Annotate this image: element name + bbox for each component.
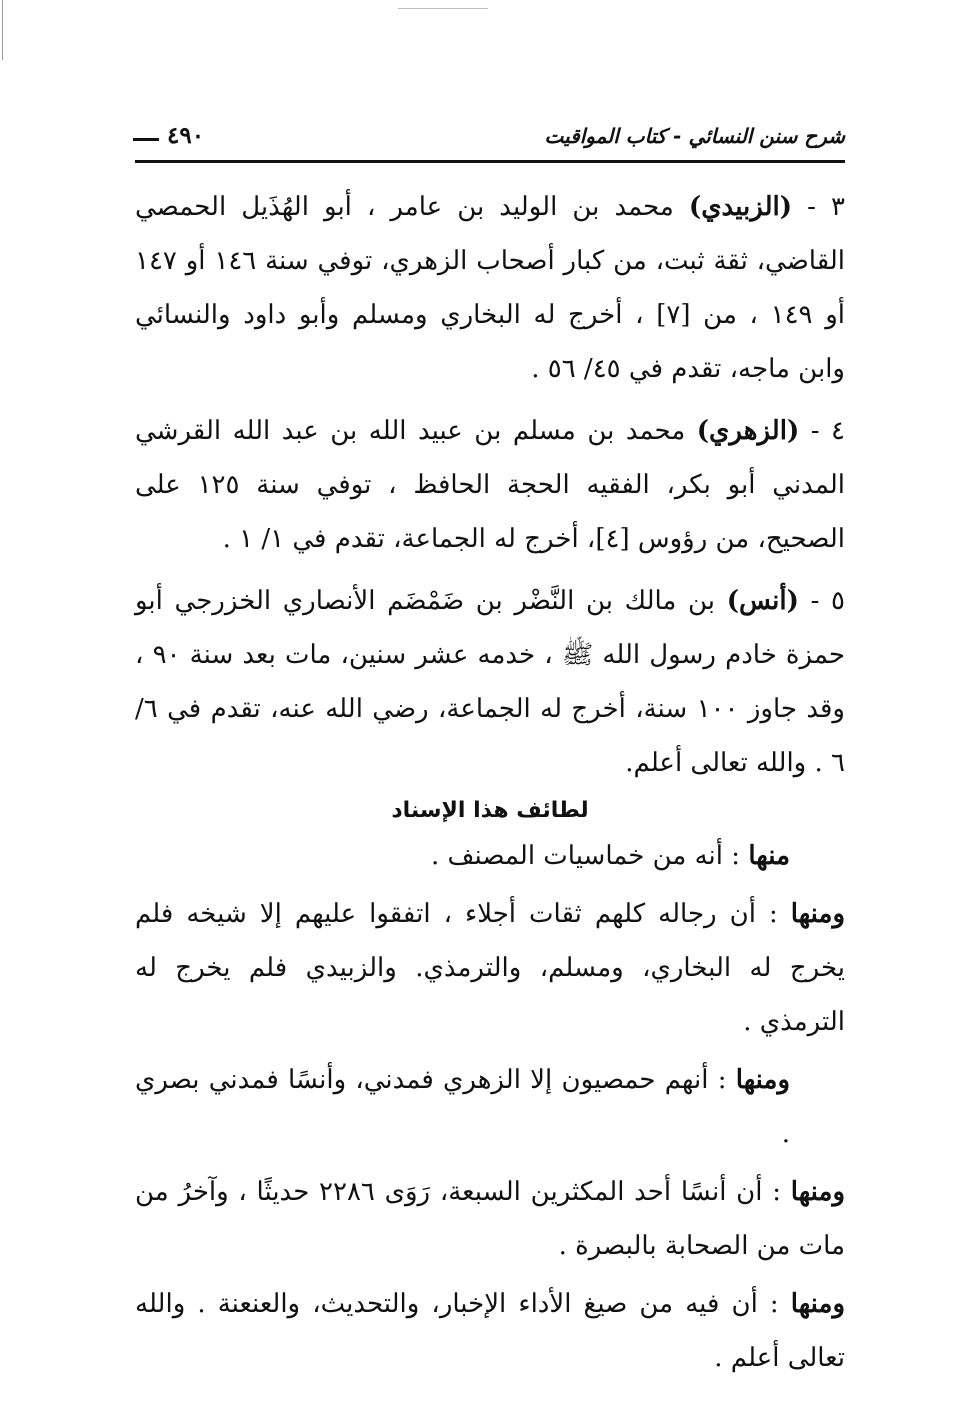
entry-text: بن مالك بن النَّضْر بن ضَمْضَم الأنصاري الخزرجي أبو حمزة خادم رسول الله ﷺ ، خدمه عشر سنين، مات بعد سنة ٩٠ ، وقد جاوز ١٠٠ سنة، أخرج له الجماعة، رضي الله عنه، تقدم في ٦/ ٦ . والله تعالى أعلم.	[135, 586, 845, 778]
fact-text: : أنهم حمصيون إلا الزهري فمدني، وأنسًا فمدني بصري .	[135, 1065, 790, 1149]
narrator-entry	[135, 404, 845, 566]
page-number-dash	[133, 138, 159, 141]
page-body	[135, 162, 845, 1385]
entry-number: ٥ -	[798, 586, 845, 616]
running-header	[135, 120, 845, 162]
entry-text: محمد بن مسلم بن عبيد الله بن عبد الله القرشي المدني أبو بكر، الفقيه الحجة الحافظ ، توفي سنة ١٢٥ على الصحيح، من رؤوس [٤]، أخرج له الجماعة، تقدم في ١/ ١ .	[135, 416, 845, 554]
fact-text: : أن أنسًا أحد المكثرين السبعة، رَوَى ٢٢٨٦ حديثًا ، وآخرُ من مات من الصحابة بالبصرة .	[135, 1177, 845, 1261]
narrator-entry	[135, 574, 845, 790]
fact-label: ومنها	[735, 1065, 790, 1095]
narrator-name: (الزبيدي)	[688, 192, 793, 222]
narrator-name: (الزهري)	[696, 416, 800, 446]
isnad-fact	[135, 1053, 845, 1161]
fact-label: ومنها	[790, 1177, 845, 1207]
isnad-fact	[135, 829, 845, 883]
book-page	[135, 120, 845, 1389]
isnad-fact	[135, 1277, 845, 1385]
isnad-fact	[135, 887, 845, 1049]
narrator-entry	[135, 180, 845, 396]
fact-text: : أن فيه من صيغ الأداء الإخبار، والتحديث، والعنعنة . والله تعالى أعلم .	[135, 1289, 845, 1373]
fact-label: ومنها	[790, 899, 845, 929]
isnad-fact	[135, 1165, 845, 1273]
fact-text: : أن رجاله كلهم ثقات أجلاء ، اتفقوا عليهم إلا شيخه فلم يخرج له البخاري، ومسلم، والترمذي. والزبيدي فلم يخرج له الترمذي .	[135, 899, 845, 1037]
narrator-name: (أنس)	[726, 586, 799, 616]
section-heading: لطائف هذا الإسناد	[391, 798, 589, 823]
book-title: شرح سنن النسائي - كتاب المواقيت	[544, 124, 845, 148]
header-rule	[135, 160, 845, 163]
entry-number: ٤ -	[799, 416, 845, 446]
entry-number: ٣ -	[792, 192, 845, 222]
fact-label: منها	[748, 841, 790, 871]
entry-text: محمد بن الوليد بن عامر ، أبو الهُذَيل الحمصي القاضي، ثقة ثبت، من كبار أصحاب الزهري، توفي سنة ١٤٦ أو ١٤٧ أو ١٤٩ ، من [٧] ، أخرج له البخاري ومسلم وأبو داود والنسائي وابن ماجه، تقدم في ٤٥/ ٥٦ .	[135, 192, 845, 384]
fact-text: : أنه من خماسيات المصنف .	[431, 841, 741, 871]
page-number: ٤٩٠	[167, 122, 205, 149]
scan-edge-left	[2, 0, 3, 60]
scan-edge-top	[398, 8, 488, 9]
fact-label: ومنها	[790, 1289, 845, 1319]
